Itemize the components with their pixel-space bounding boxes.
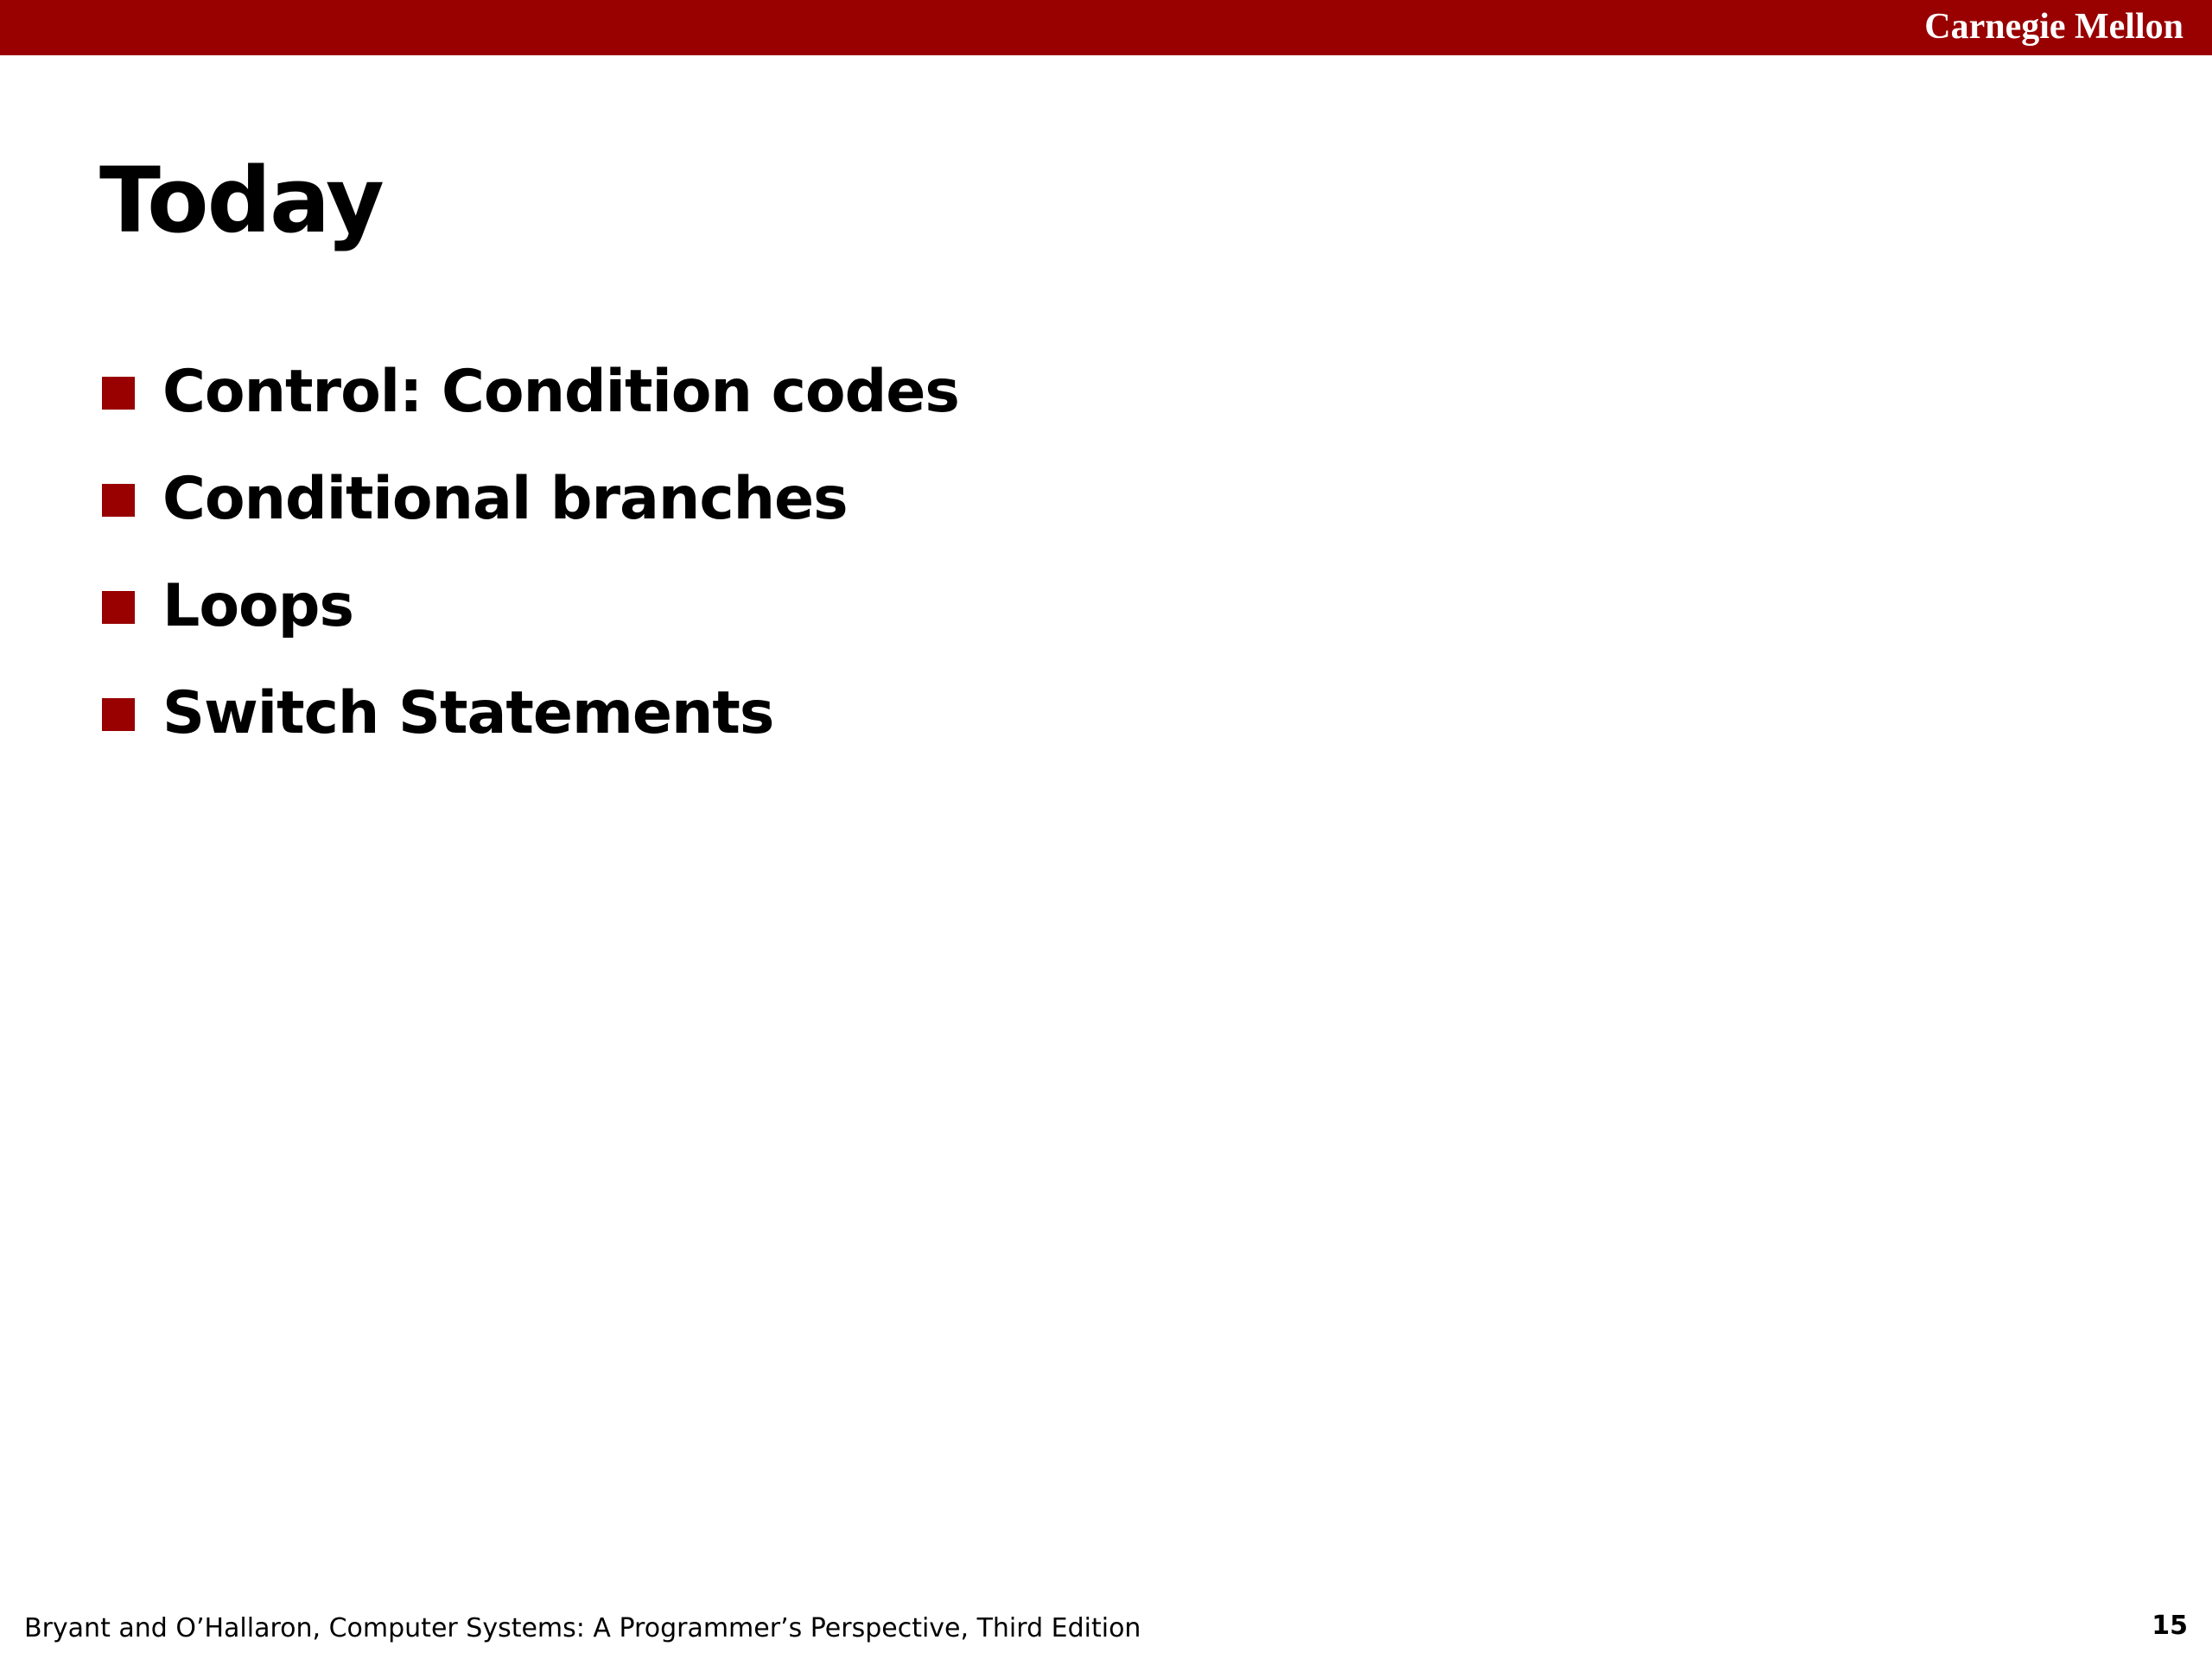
square-bullet-icon: [102, 698, 135, 731]
bullet-item: [102, 671, 959, 778]
square-bullet-icon: [102, 377, 135, 410]
slide-title: Today: [99, 148, 383, 253]
bullet-item: [102, 349, 959, 456]
page-number: 15: [2152, 1611, 2188, 1641]
footer-citation: Bryant and O’Hallaron, Computer Systems: A Programmer’s Perspective, Third Edition: [24, 1613, 1141, 1643]
square-bullet-icon: [102, 591, 135, 624]
header-bar: [0, 0, 2212, 55]
brand-wordmark: Carnegie Mellon: [1924, 7, 2183, 47]
bullet-text: Switch Statements: [162, 679, 774, 747]
bullet-item: [102, 456, 959, 563]
square-bullet-icon: [102, 484, 135, 517]
bullet-text: Loops: [162, 572, 353, 640]
bullet-text: Conditional branches: [162, 465, 848, 533]
bullet-item: [102, 563, 959, 671]
bullet-list: [102, 349, 959, 778]
bullet-text: Control: Condition codes: [162, 358, 959, 426]
